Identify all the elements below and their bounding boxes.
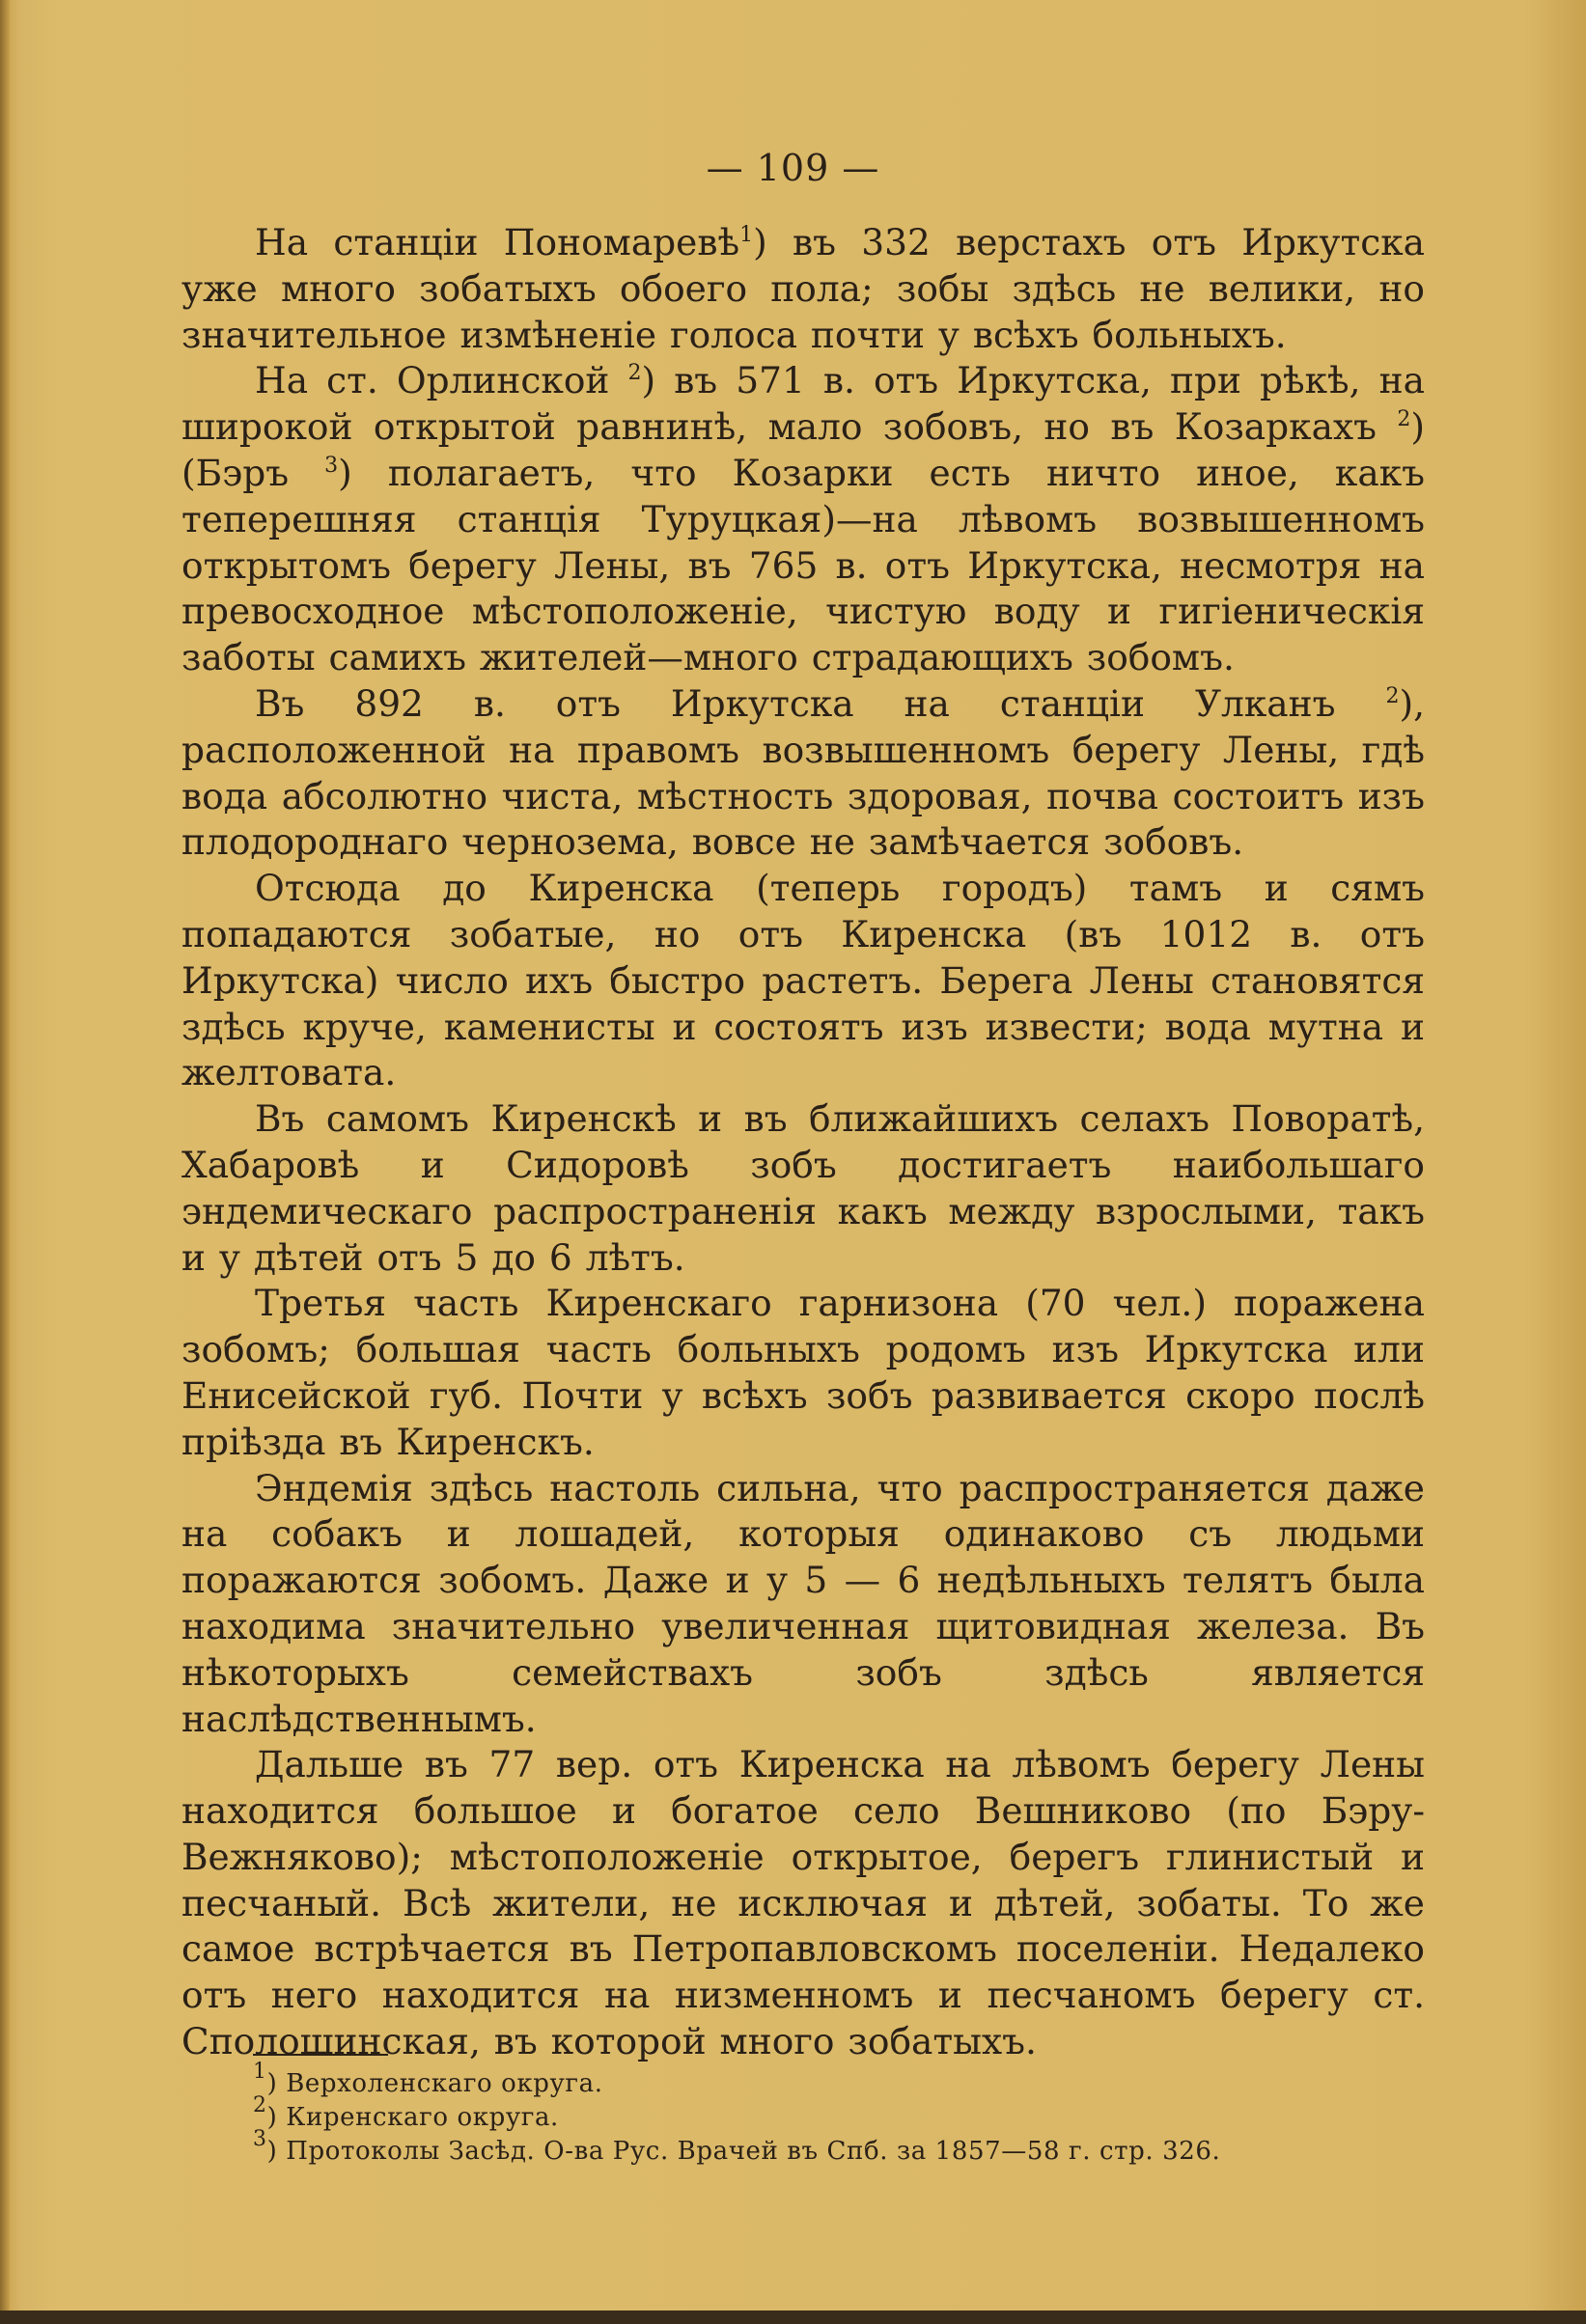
paragraph-text: Отсюда до Киренска (теперь городъ) тамъ и сямъ попадаются зобатые, но отъ Киренска (въ 1012 в. отъ Иркутска) число ихъ быстро растетъ. Берега Лены становятся здѣсь круче, каменисты и состоятъ изъ извести; вода мутна и желтовата. [181,867,1425,1094]
footnote-marker: 2 [1385,683,1400,708]
footnote-marker: 3 [324,453,339,478]
paragraph-text: ) въ 571 в. отъ Иркутска, при рѣкѣ, на широкой открытой равнинѣ, мало зобовъ, но въ Козаркахъ [181,359,1426,449]
footnote-marker: 1 [739,223,754,247]
footnote-number: 1 [253,2060,267,2084]
footnote-text: ) Верхоленскаго округа. [266,2069,603,2098]
paragraph-text: Третья часть Киренскаго гарнизона (70 чел.) поражена зобомъ; большая часть больныхъ родомъ изъ Иркутска или Енисейской губ. Почти у всѣхъ зобъ развивается скоро послѣ пріѣзда въ Киренскъ. [181,1282,1425,1463]
paragraph [181,1281,1425,1465]
paragraph-text: На ст. Орлинской [255,359,628,402]
footnote-line [253,2060,1411,2101]
paragraph-text: Эндемія здѣсь настоль сильна, что распространяется даже на собакъ и лошадей, которыя одинаково съ людьми поражаются зобомъ. Даже и у 5 — 6 недѣльныхъ телятъ была находима значительно увеличенная щитовидная железа. Въ нѣкоторыхъ семействахъ зобъ здѣсь является наслѣдственнымъ. [181,1466,1425,1740]
footnote-line [253,2093,1411,2135]
paragraph [181,681,1425,866]
paragraph [181,220,1425,358]
footnotes [253,2060,1411,2169]
paragraph-text: ) (Бэръ [181,405,1425,494]
footnote-marker: 2 [627,361,642,386]
paragraph [181,1742,1425,2065]
footnote-line [253,2127,1411,2169]
paragraph-text: На станціи Пономаревѣ [255,221,740,263]
page-number: — 109 — [706,147,880,189]
paragraph-text: Въ 892 в. отъ Иркутска на станціи Улканъ [255,681,1386,725]
footnote-text: ) Киренскаго округа. [266,2103,559,2132]
footnote-number: 3 [253,2127,267,2151]
footnote-marker: 2 [1397,407,1411,432]
paragraph [181,1096,1425,1281]
body-text [181,220,1425,2065]
paragraph-text: ) полагаетъ, что Козарки есть ничто иное, какъ теперешняя станція Туруцкая)—на лѣвомъ возвышенномъ открытомъ берегу Лены, въ 765 в. отъ Иркутска, несмотря на превосходное мѣстоположеніе, чистую воду и гигіеническія заботы самихъ жителей—много страдающихъ зобомъ. [181,451,1425,679]
footnote-number: 2 [253,2093,267,2117]
page-bottom-edge [0,2310,1586,2324]
paragraph [181,866,1425,1096]
paragraph [181,1466,1425,1743]
paragraph-text: Въ самомъ Киренскѣ и въ ближайшихъ селахъ Поворатѣ, Хабаровѣ и Сидоровѣ зобъ достигаетъ наибольшаго эндемическаго распространенія какъ между взрослыми, такъ и у дѣтей отъ 5 до 6 лѣтъ. [181,1097,1425,1279]
paragraph [181,358,1425,681]
paragraph-text: ), расположенной на правомъ возвышенномъ берегу Лены, гдѣ вода абсолютно чиста, мѣстность здоровая, почва состоитъ изъ плодороднаго чернозема, вовсе не замѣчается зобовъ. [181,681,1425,864]
paragraph-text: ) въ 332 верстахъ отъ Иркутска уже много зобатыхъ обоего пола; зобы здѣсь не велики, но значительное измѣненіе голоса почти у всѣхъ больныхъ. [181,221,1425,356]
footnote-text: ) Протоколы Засѣд. О-ва Рус. Врачей въ Спб. за 1857—58 г. стр. 326. [266,2137,1221,2166]
footnote-rule [253,2054,388,2056]
page-binding-edge [0,0,10,2324]
paragraph-text: Дальше въ 77 вер. отъ Киренска на лѣвомъ берегу Лены находится большое и богатое село Вешниково (по Бэру-Вежняково); мѣстоположеніе открытое, берегъ глинистый и песчаный. Всѣ жители, не исключая и дѣтей, зобаты. То же самое встрѣчается въ Петропавловскомъ поселеніи. Недалеко отъ него находится на низменномъ и песчаномъ берегу ст. Сполошинская, въ которой много зобатыхъ. [181,1743,1425,2063]
